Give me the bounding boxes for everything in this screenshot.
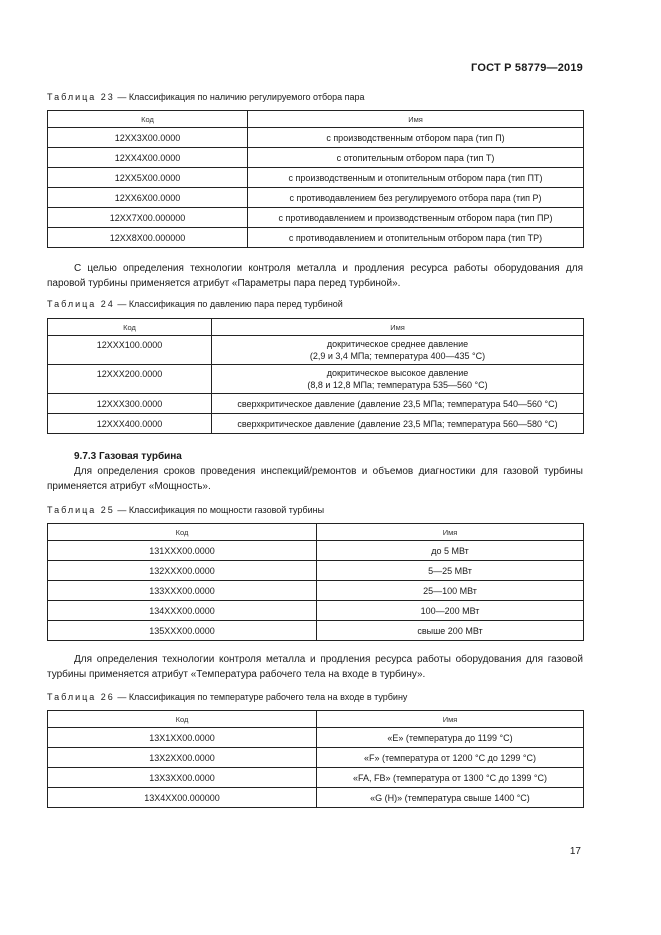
- table-26: [47, 710, 584, 808]
- table-row: [48, 788, 584, 808]
- table-24-caption-lead: Таблица 24: [47, 299, 115, 309]
- paragraph-inlet-temperature: Для определения технологии контроля металла и продления ресурса работы оборудования для газовой турбины применяется атрибут «Температура рабочего тела на входе в турбину».: [47, 654, 583, 680]
- table-row: [48, 228, 584, 248]
- row-name: «FA, FB» (температура от 1300 °С до 1399 °С): [317, 768, 584, 788]
- row-code: 133XXX00.0000: [48, 581, 317, 601]
- row-code: 132XXX00.0000: [48, 561, 317, 581]
- row-name: 100—200 МВт: [317, 601, 584, 621]
- table-row: [48, 168, 584, 188]
- paragraph-power: Для определения сроков проведения инспекций/ремонтов и объемов диагностики для газовой турбины применяется атрибут «Мощность».: [47, 466, 583, 492]
- paragraph-steam-parameters: С целью определения технологии контроля металла и продления ресурса работы оборудования для паровой турбины применяется атрибут «Параметры пара перед турбиной».: [47, 263, 583, 289]
- row-code: 12XXX400.0000: [48, 414, 212, 434]
- row-name: с отопительным отбором пара (тип Т): [248, 148, 584, 168]
- table-row: [48, 336, 584, 365]
- table-24-col-name: Имя: [212, 319, 584, 336]
- row-name: с противодавлением и отопительным отбором пара (тип ТР): [248, 228, 584, 248]
- row-code: 13X3XX00.0000: [48, 768, 317, 788]
- table-24-caption: [47, 299, 343, 309]
- row-name: с противодавлением без регулируемого отбора пара (тип Р): [248, 188, 584, 208]
- row-name: сверхкритическое давление (давление 23,5 МПа; температура 560—580 °С): [212, 414, 584, 434]
- table-row: [48, 581, 584, 601]
- table-26-caption-lead: Таблица 26: [47, 692, 115, 702]
- row-name: с производственным и отопительным отбором пара (тип ПТ): [248, 168, 584, 188]
- table-25-caption-text: — Классификация по мощности газовой турбины: [114, 505, 325, 515]
- table-26-col-code: Код: [48, 711, 317, 728]
- row-code: 12XX3X00.0000: [48, 128, 248, 148]
- row-code: 131XXX00.0000: [48, 541, 317, 561]
- row-name: с производственным отбором пара (тип П): [248, 128, 584, 148]
- table-23-caption-lead: Таблица 23: [47, 92, 115, 102]
- row-name: с противодавлением и производственным отбором пара (тип ПР): [248, 208, 584, 228]
- table-row: [48, 621, 584, 641]
- table-25-caption: [47, 505, 324, 515]
- table-23-col-name: Имя: [248, 111, 584, 128]
- row-code: 12XX5X00.0000: [48, 168, 248, 188]
- table-26-caption: [47, 692, 407, 702]
- table-row: [48, 728, 584, 748]
- row-code: 12XXX100.0000: [48, 336, 212, 365]
- row-code: 134XXX00.0000: [48, 601, 317, 621]
- standard-designation: ГОСТ Р 58779—2019: [471, 62, 583, 74]
- row-code: 12XX8X00.000000: [48, 228, 248, 248]
- table-25: [47, 523, 584, 641]
- table-24-caption-text: — Классификация по давлению пара перед турбиной: [114, 299, 343, 309]
- row-code: 12XX7X00.000000: [48, 208, 248, 228]
- table-row: [48, 208, 584, 228]
- table-row: [48, 414, 584, 434]
- table-row: [48, 541, 584, 561]
- table-row: [48, 768, 584, 788]
- table-26-col-name: Имя: [317, 711, 584, 728]
- table-23-col-code: Код: [48, 111, 248, 128]
- row-code: 135XXX00.0000: [48, 621, 317, 641]
- row-name: сверхкритическое давление (давление 23,5 МПа; температура 540—560 °С): [212, 394, 584, 414]
- table-23-caption-text: — Классификация по наличию регулируемого отбора пара: [114, 92, 365, 102]
- row-name-line: (2,9 и 3,4 МПа; температура 400—435 °С): [309, 351, 486, 361]
- table-23: [47, 110, 584, 248]
- table-26-caption-text: — Классификация по температуре рабочего тела на входе в турбину: [114, 692, 408, 702]
- table-25-col-code: Код: [48, 524, 317, 541]
- table-24: [47, 318, 584, 434]
- row-name-line: (8,8 и 12,8 МПа; температура 535—560 °С): [307, 380, 488, 390]
- row-code: 12XX6X00.0000: [48, 188, 248, 208]
- table-row: [48, 148, 584, 168]
- section-heading: 9.7.3 Газовая турбина: [74, 451, 182, 462]
- row-code: 12XXX200.0000: [48, 365, 212, 394]
- row-name: «G (H)» (температура свыше 1400 °С): [317, 788, 584, 808]
- row-name: до 5 МВт: [317, 541, 584, 561]
- row-name: 5—25 МВт: [317, 561, 584, 581]
- table-row: [48, 601, 584, 621]
- row-name: «Е» (температура до 1199 °С): [317, 728, 584, 748]
- row-code: 13X1XX00.0000: [48, 728, 317, 748]
- page-number: 17: [569, 846, 581, 857]
- row-code: 13X2XX00.0000: [48, 748, 317, 768]
- table-row: [48, 188, 584, 208]
- row-name: 25—100 МВт: [317, 581, 584, 601]
- table-23-caption: [47, 92, 365, 102]
- table-row: [48, 394, 584, 414]
- table-24-col-code: Код: [48, 319, 212, 336]
- table-25-col-name: Имя: [317, 524, 584, 541]
- row-name: «F» (температура от 1200 °С до 1299 °С): [317, 748, 584, 768]
- table-row: [48, 748, 584, 768]
- row-code: 12XX4X00.0000: [48, 148, 248, 168]
- row-name: свыше 200 МВт: [317, 621, 584, 641]
- table-row: [48, 128, 584, 148]
- row-name-line: докритическое среднее давление: [326, 339, 469, 349]
- table-25-caption-lead: Таблица 25: [47, 505, 115, 515]
- table-row: [48, 561, 584, 581]
- row-name-line: докритическое высокое давление: [326, 368, 469, 378]
- row-name: [212, 365, 584, 394]
- row-code: 13X4XX00.000000: [48, 788, 317, 808]
- row-code: 12XXX300.0000: [48, 394, 212, 414]
- row-name: [212, 336, 584, 365]
- table-row: [48, 365, 584, 394]
